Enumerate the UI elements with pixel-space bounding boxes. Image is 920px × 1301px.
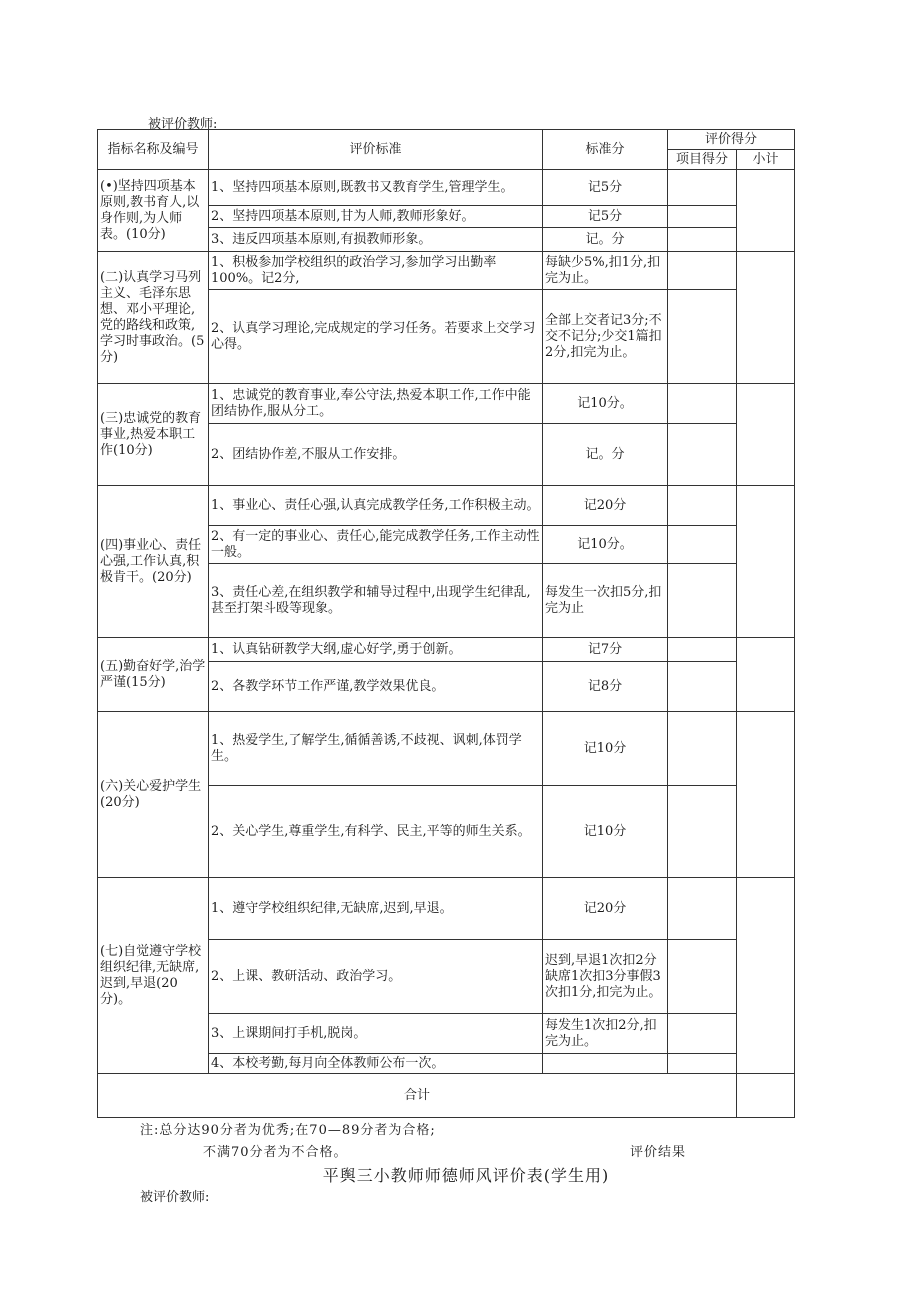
section-category: (•)坚持四项基本原则,教书育人,以身作则,为人师表。(10分) <box>98 170 209 252</box>
table-row <box>98 712 795 786</box>
standard-cell: 3、违反四项基本原则,有损教师形象。 <box>209 228 543 252</box>
score-cell: 每发生1次扣2分,扣完为止。 <box>543 1014 668 1054</box>
score-cell: 每缺少5%,扣1分,扣完为止。 <box>543 252 668 290</box>
subtotal-cell[interactable] <box>737 252 795 384</box>
table-row <box>98 384 795 424</box>
header-category: 指标名称及编号 <box>98 130 209 170</box>
subtotal-cell[interactable] <box>737 170 795 252</box>
standard-cell: 1、坚持四项基本原则,既教书又教育学生,管理学生。 <box>209 170 543 206</box>
score-cell: 记10分 <box>543 786 668 878</box>
item-score-cell[interactable] <box>668 878 737 940</box>
score-cell: 迟到,早退1次扣2分缺席1次扣3分事假3次扣1分,扣完为止。 <box>543 940 668 1014</box>
subtotal-cell[interactable] <box>737 878 795 1074</box>
subtotal-cell[interactable] <box>737 712 795 878</box>
standard-cell: 2、团结协作差,不服从工作安排。 <box>209 424 543 486</box>
standard-cell: 2、有一定的事业心、责任心,能完成教学任务,工作主动性一般。 <box>209 526 543 564</box>
standard-cell: 1、事业心、责任心强,认真完成教学任务,工作积极主动。 <box>209 486 543 526</box>
total-label: 合计 <box>98 1074 737 1118</box>
score-cell: 记7分 <box>543 638 668 662</box>
evaluation-table <box>97 129 795 1118</box>
standard-cell: 2、认真学习理论,完成规定的学习任务。若要求上交学习心得。 <box>209 290 543 384</box>
header-subtotal: 小计 <box>737 150 795 170</box>
header-item-score: 项目得分 <box>668 150 737 170</box>
teacher-label-2: 被评价教师: <box>140 1190 210 1205</box>
score-cell: 每发生一次扣5分,扣完为止 <box>543 564 668 638</box>
standard-cell: 1、积极参加学校组织的政治学习,参加学习出勤率100%。记2分, <box>209 252 543 290</box>
total-row <box>98 1074 795 1118</box>
score-cell: 记。分 <box>543 228 668 252</box>
item-score-cell[interactable] <box>668 170 737 206</box>
item-score-cell[interactable] <box>668 786 737 878</box>
standard-cell: 2、坚持四项基本原则,甘为人师,教师形象好。 <box>209 206 543 228</box>
header-eval-group: 评价得分 <box>668 130 795 150</box>
item-score-cell[interactable] <box>668 940 737 1014</box>
subtotal-cell[interactable] <box>737 384 795 486</box>
form-title: 平舆三小教师师德师风评价表(学生用) <box>322 1166 610 1185</box>
score-cell: 记20分 <box>543 486 668 526</box>
note-line-1: 注:总分达90分者为优秀;在70—89分者为合格; <box>140 1123 436 1138</box>
standard-cell: 4、本校考勤,每月向全体教师公布一次。 <box>209 1054 543 1074</box>
score-cell: 记。分 <box>543 424 668 486</box>
subtotal-cell[interactable] <box>737 638 795 712</box>
standard-cell: 3、上课期间打手机,脱岗。 <box>209 1014 543 1054</box>
header-score: 标准分 <box>543 130 668 170</box>
subtotal-cell[interactable] <box>737 486 795 638</box>
standard-cell: 1、忠诚党的教育事业,奉公守法,热爱本职工作,工作中能团结协作,服从分工。 <box>209 384 543 424</box>
score-cell: 全部上交者记3分;不交不记分;少交1篇扣2分,扣完为止。 <box>543 290 668 384</box>
score-cell: 记5分 <box>543 206 668 228</box>
score-cell: 记10分 <box>543 712 668 786</box>
standard-cell: 2、上课、教研活动、政治学习。 <box>209 940 543 1014</box>
header-standard: 评价标准 <box>209 130 543 170</box>
note-line-2: 不满70分者为不合格。 <box>203 1145 348 1160</box>
teacher-label: 被评价教师: <box>148 117 218 132</box>
item-score-cell[interactable] <box>668 564 737 638</box>
item-score-cell[interactable] <box>668 638 737 662</box>
table-row <box>98 486 795 526</box>
total-score-cell[interactable] <box>737 1074 795 1118</box>
score-cell: 记8分 <box>543 662 668 712</box>
section-category: (四)事业心、责任心强,工作认真,积极肯干。(20分) <box>98 486 209 638</box>
item-score-cell[interactable] <box>668 290 737 384</box>
item-score-cell[interactable] <box>668 206 737 228</box>
section-category: (五)勤奋好学,治学严谨(15分) <box>98 638 209 712</box>
standard-cell: 1、热爱学生,了解学生,循循善诱,不歧视、讽刺,体罚学生。 <box>209 712 543 786</box>
section-category: (七)自觉遵守学校组织纪律,无缺席,迟到,早退(20分)。 <box>98 878 209 1074</box>
item-score-cell[interactable] <box>668 712 737 786</box>
item-score-cell[interactable] <box>668 486 737 526</box>
section-category: (三)忠诚党的教育事业,热爱本职工作(10分) <box>98 384 209 486</box>
score-cell: 记5分 <box>543 170 668 206</box>
score-cell: 记10分。 <box>543 526 668 564</box>
item-score-cell[interactable] <box>668 1054 737 1074</box>
standard-cell: 3、责任心差,在组织教学和辅导过程中,出现学生纪律乱,甚至打架斗殴等现象。 <box>209 564 543 638</box>
score-cell <box>543 1054 668 1074</box>
standard-cell: 1、认真钻研教学大纲,虚心好学,勇于创新。 <box>209 638 543 662</box>
item-score-cell[interactable] <box>668 662 737 712</box>
item-score-cell[interactable] <box>668 1014 737 1054</box>
table-row <box>98 638 795 662</box>
standard-cell: 2、关心学生,尊重学生,有科学、民主,平等的师生关系。 <box>209 786 543 878</box>
standard-cell: 1、遵守学校组织纪律,无缺席,迟到,早退。 <box>209 878 543 940</box>
result-label: 评价结果 <box>630 1145 687 1160</box>
section-category: (六)关心爱护学生(20分) <box>98 712 209 878</box>
item-score-cell[interactable] <box>668 384 737 424</box>
item-score-cell[interactable] <box>668 252 737 290</box>
item-score-cell[interactable] <box>668 228 737 252</box>
score-cell: 记10分。 <box>543 384 668 424</box>
table-row <box>98 252 795 290</box>
item-score-cell[interactable] <box>668 424 737 486</box>
section-category: (二)认真学习马列主义、毛泽东思想、邓小平理论,党的路线和政策,学习时事政治。(5分) <box>98 252 209 384</box>
item-score-cell[interactable] <box>668 526 737 564</box>
score-cell: 记20分 <box>543 878 668 940</box>
standard-cell: 2、各教学环节工作严谨,教学效果优良。 <box>209 662 543 712</box>
table-row <box>98 170 795 206</box>
table-row <box>98 878 795 940</box>
